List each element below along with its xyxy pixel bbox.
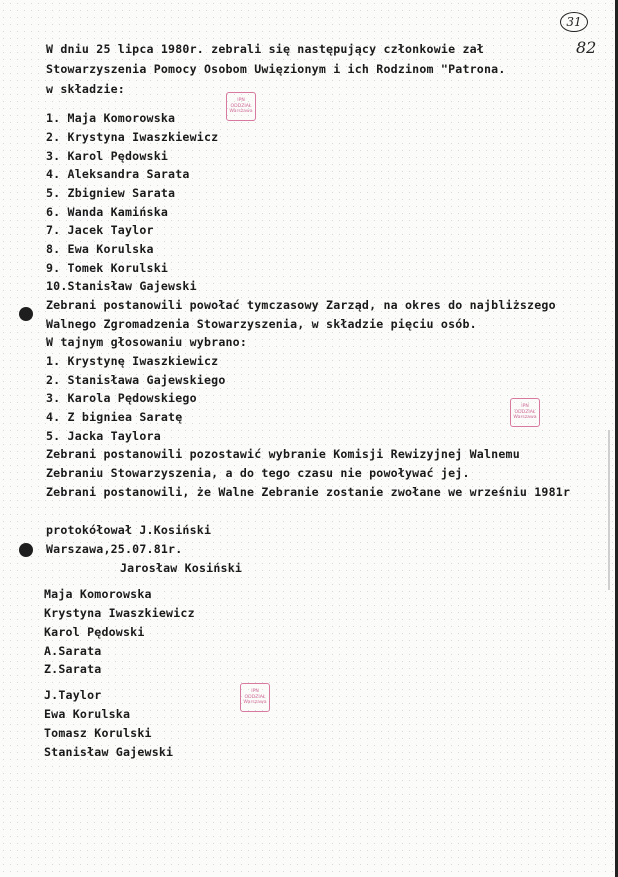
scan-shadow	[608, 430, 610, 590]
member-item: 4. Aleksandra Sarata	[46, 167, 190, 181]
signature-name: Z.Sarata	[44, 662, 102, 676]
signature-name: Stanisław Gajewski	[44, 745, 174, 759]
member-item: 10.Stanisław Gajewski	[46, 279, 197, 293]
stamp-line: IPN	[237, 98, 245, 104]
archive-stamp	[240, 683, 270, 712]
member-item: 6. Wanda Kamińska	[46, 205, 169, 219]
signature-name: Krystyna Iwaszkiewicz	[44, 606, 195, 620]
stamp-line: Warszawa	[243, 700, 267, 706]
signature-name: Ewa Korulska	[44, 707, 131, 721]
member-item: 8. Ewa Korulska	[46, 242, 154, 256]
stamp-line: IPN	[251, 689, 259, 695]
intro-line: W dniu 25 lipca 1980r. zebrali się następujący członkowie zał	[46, 42, 484, 56]
member-item: 1. Maja Komorowska	[46, 111, 176, 125]
intro-line: Stowarzyszenia Pomocy Osobom Uwięzionym i ich Rodzinom "Patrona.	[46, 62, 506, 76]
stamp-line: IPN	[521, 404, 529, 410]
elected-item: 3. Karola Pędowskiego	[46, 391, 197, 405]
punch-hole-bottom	[19, 543, 33, 557]
stamp-line: ODDZIAŁ	[514, 409, 536, 415]
stamp-line: Warszawa	[513, 415, 537, 421]
stamp-line: ODDZIAŁ	[230, 103, 252, 109]
signature-name: Tomasz Korulski	[44, 726, 152, 740]
vote-heading: W tajnym głosowaniu wybrano:	[46, 335, 248, 349]
archive-stamp	[226, 92, 256, 121]
decision-line: Zebraniu Stowarzyszenia, a do tego czasu nie powoływać jej.	[46, 466, 470, 480]
punch-hole-top	[19, 307, 33, 321]
archive-stamp	[510, 398, 540, 427]
decision-line: Zebrani postanowili pozostawić wybranie Komisji Rewizyjnej Walnemu	[46, 447, 520, 461]
member-item: 9. Tomek Korulski	[46, 261, 169, 275]
signature-name: A.Sarata	[44, 644, 102, 658]
signature-name: J.Taylor	[44, 688, 102, 702]
protocol-line: protokółował J.Kosiński	[46, 523, 212, 537]
elected-item: 1. Krystynę Iwaszkiewicz	[46, 354, 219, 368]
stamp-line: Warszawa	[229, 109, 253, 115]
decision-line: Zebrani postanowili powołać tymczasowy Zarząd, na okres do najbliższego	[46, 298, 556, 312]
elected-item: 2. Stanisława Gajewskiego	[46, 373, 226, 387]
intro-line: w składzie:	[46, 82, 125, 96]
circled-page-number	[560, 12, 588, 32]
circled-number-text: 31	[566, 15, 582, 29]
signature-name: Maja Komorowska	[44, 587, 152, 601]
signature-name: Karol Pędowski	[44, 625, 145, 639]
decision-line: Walnego Zgromadzenia Stowarzyszenia, w składzie pięciu osób.	[46, 317, 477, 331]
member-item: 3. Karol Pędowski	[46, 149, 169, 163]
member-item: 5. Zbigniew Sarata	[46, 186, 176, 200]
member-item: 7. Jacek Taylor	[46, 223, 154, 237]
handwritten-page-number: 82	[576, 38, 597, 57]
decision-line: Zebrani postanowili, że Walne Zebranie zostanie zwołane we wrześniu 1981r	[46, 485, 571, 499]
elected-item: 5. Jacka Taylora	[46, 429, 161, 443]
place-date: Warszawa,25.07.81r.	[46, 542, 183, 556]
author-name: Jarosław Kosiński	[120, 561, 243, 575]
stamp-line: ODDZIAŁ	[244, 694, 266, 700]
elected-item: 4. Z bigniea Saratę	[46, 410, 183, 424]
member-item: 2. Krystyna Iwaszkiewicz	[46, 130, 219, 144]
